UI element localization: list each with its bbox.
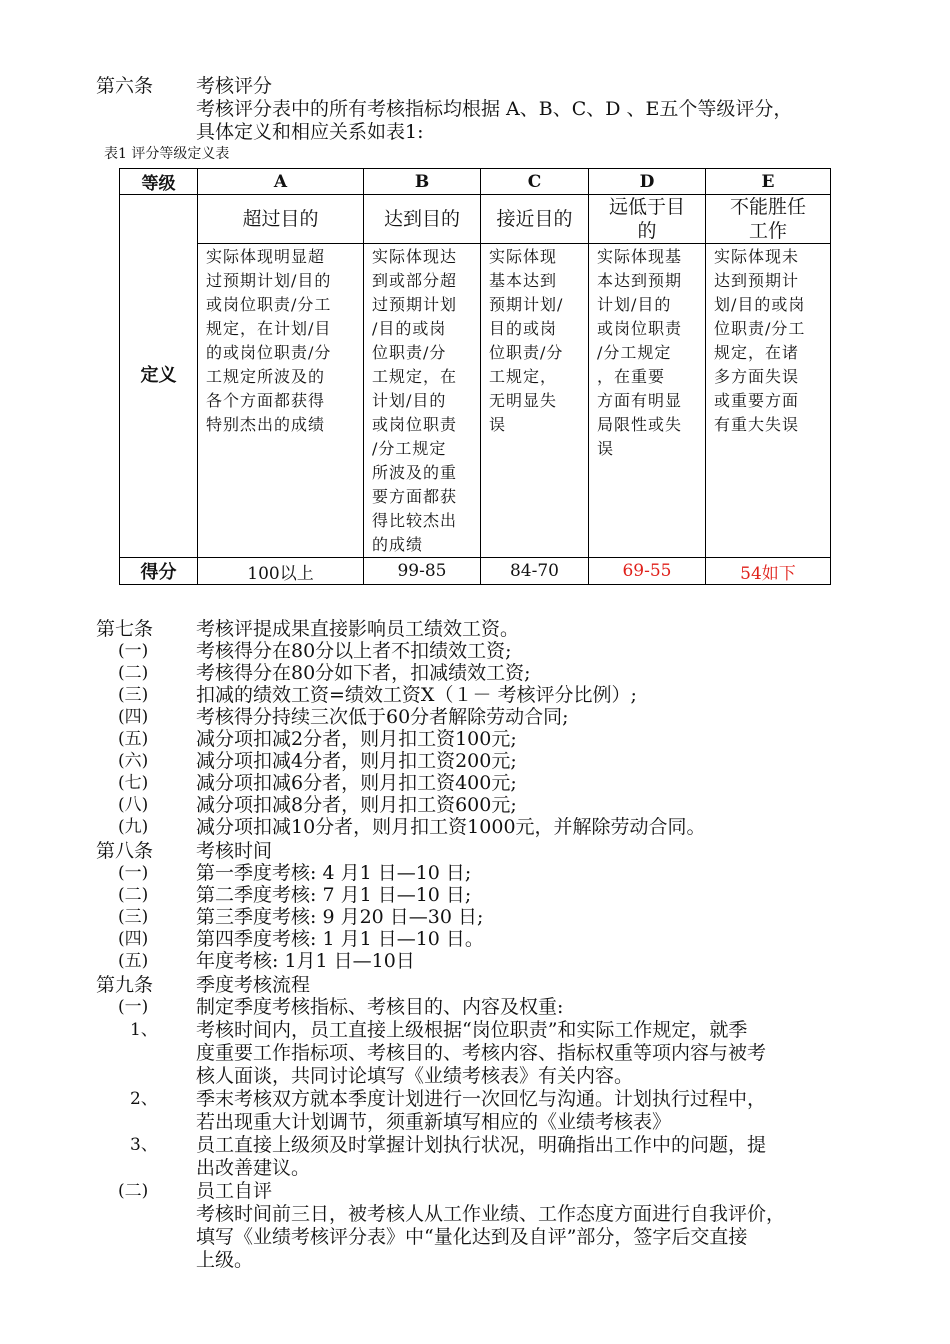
definition-cell-e	[706, 244, 831, 558]
art7-item: 扣减的绩效工资=绩效工资X（１－ 考核评分比例）;	[196, 684, 637, 706]
table-definition-row	[120, 244, 831, 558]
art9-title: 季度考核流程	[196, 974, 311, 996]
definition-line: /分工规定	[597, 343, 672, 362]
definition-line: 无明显失	[489, 391, 558, 410]
definition-line: 或重要方面	[714, 391, 800, 410]
art9-section-title: 制定季度考核指标、考核目的、内容及权重:	[196, 996, 564, 1018]
definition-line: 局限性或失	[597, 415, 683, 434]
point-number: 2、	[130, 1089, 158, 1109]
art7-item: 考核得分在80分以上者不扣绩效工资;	[196, 640, 512, 662]
level-text: 远低于目	[608, 196, 685, 218]
definition-line: 或岗位职责	[372, 415, 458, 434]
item-number: (六)	[118, 751, 149, 771]
score-cell: 69-55	[589, 558, 706, 585]
grade-letter-cell: A	[198, 169, 364, 195]
level-cell	[198, 195, 364, 244]
definition-line: 基本达到	[489, 271, 558, 290]
item-number: (三)	[118, 685, 149, 705]
art7-item: 减分项扣减8分者，则月扣工资600元;	[196, 794, 517, 816]
table-level-row	[120, 195, 831, 244]
definition-line: 到或部分超	[372, 271, 458, 290]
table-score-row	[120, 558, 831, 585]
art7-item: 减分项扣减2分者，则月扣工资100元;	[196, 728, 517, 750]
definition-line: 计划/目的	[372, 391, 447, 410]
level-text: 超过目的	[242, 208, 319, 230]
level-text: 工作	[748, 220, 787, 242]
definition-line: 得比较杰出	[372, 511, 458, 530]
level-cell	[364, 195, 481, 244]
definition-line: 的或岗位职责/分	[206, 343, 332, 362]
art9-section-title: 员工自评	[196, 1180, 273, 1202]
art7-title: 考核评提成果直接影响员工绩效工资。	[196, 618, 520, 640]
art8-item: 第三季度考核: 9 月20 日—30 日;	[196, 906, 484, 928]
table-header-row	[120, 169, 831, 195]
definition-line: 误	[597, 439, 615, 458]
definition-line: 的成绩	[372, 535, 424, 554]
art8-item: 第二季度考核: 7 月1 日—10 日;	[196, 884, 472, 906]
art8-item: 第四季度考核: 1 月1 日—10 日。	[196, 928, 484, 950]
definition-line: /目的或岗	[372, 319, 447, 338]
definition-line: 本达到预期	[597, 271, 683, 290]
grade-definition-table	[119, 168, 831, 585]
art6-heading: 第六条	[96, 75, 154, 97]
definition-line: 过预期计划/目的	[206, 271, 332, 290]
art9-section-line: 考核时间前三日，被考核人从工作业绩、工作态度方面进行自我评价，	[196, 1203, 786, 1225]
level-cell	[481, 195, 589, 244]
definition-line: 过预期计划	[372, 295, 458, 314]
definition-line: /分工规定	[372, 439, 447, 458]
definition-line: 划/目的或岗	[714, 295, 806, 314]
score-label-cell: 得分	[120, 558, 198, 585]
level-text: 达到目的	[383, 208, 460, 230]
grade-letter-cell: C	[481, 169, 589, 195]
definition-line: 实际体现	[489, 247, 558, 266]
score-cell: 54如下	[706, 558, 831, 585]
definition-line: 多方面失误	[714, 367, 800, 386]
art9-section-line: 填写《业绩考核评分表》中“量化达到及自评”部分，签字后交直接	[196, 1226, 748, 1248]
point-number: 1、	[130, 1020, 158, 1040]
definition-line: 实际体现明显超	[206, 247, 326, 266]
score-cell: 99-85	[364, 558, 481, 585]
definition-line: 位职责/分	[372, 343, 447, 362]
art7-item: 减分项扣减10分者，则月扣工资1000元，并解除劳动合同。	[196, 816, 706, 838]
definition-label-cell: 定义	[120, 195, 198, 558]
art8-title: 考核时间	[196, 840, 273, 862]
art9-point-line: 员工直接上级须及时掌握计划执行状况，明确指出工作中的问题，提	[196, 1134, 767, 1156]
definition-line: 工规定，	[489, 367, 558, 386]
art9-point-line: 季末考核双方就本季度计划进行一次回忆与沟通。计划执行过程中，	[196, 1088, 767, 1110]
item-number: (八)	[118, 795, 149, 815]
point-number: 3、	[130, 1135, 158, 1155]
item-number: (四)	[118, 707, 149, 727]
item-number: (五)	[118, 951, 149, 971]
item-number: (四)	[118, 929, 149, 949]
definition-line: 所波及的重	[372, 463, 458, 482]
definition-line: 预期计划/	[489, 295, 564, 314]
item-number: (九)	[118, 817, 149, 837]
definition-line: 规定，在计划/目	[206, 319, 332, 338]
definition-line: 或岗位职责	[597, 319, 683, 338]
section-number: (一)	[118, 997, 149, 1017]
item-number: (五)	[118, 729, 149, 749]
grade-letter-cell: B	[364, 169, 481, 195]
art7-item: 考核得分在80分如下者，扣减绩效工资;	[196, 662, 531, 684]
definition-line: 工规定所波及的	[206, 367, 326, 386]
item-number: (一)	[118, 641, 149, 661]
definition-line: 要方面都获	[372, 487, 458, 506]
art6-line: 考核评分表中的所有考核指标均根据 A、B、C、D 、E五个等级评分，	[196, 98, 793, 120]
level-cell	[706, 195, 831, 244]
level-text: 的	[637, 220, 657, 242]
art7-item: 考核得分持续三次低于60分者解除劳动合同;	[196, 706, 569, 728]
definition-line: 或岗位职责/分工	[206, 295, 332, 314]
definition-line: 各个方面都获得	[206, 391, 326, 410]
art9-point-line: 若出现重大计划调节，须重新填写相应的《业绩考核表》	[196, 1111, 672, 1133]
definition-line: 误	[489, 415, 507, 434]
definition-line: 实际体现未	[714, 247, 800, 266]
level-text: 接近目的	[496, 208, 573, 230]
art6-title: 考核评分	[196, 75, 273, 97]
table-caption: 表1 评分等级定义表	[104, 146, 230, 162]
art9-section-line: 上级。	[196, 1249, 254, 1271]
art9-point-line: 考核时间内，员工直接上级根据“岗位职责”和实际工作规定，就季	[196, 1019, 748, 1041]
art9-heading: 第九条	[96, 974, 154, 996]
definition-line: 有重大失误	[714, 415, 800, 434]
definition-line: 计划/目的	[597, 295, 672, 314]
item-number: (一)	[118, 863, 149, 883]
grade-letter-cell: E	[706, 169, 831, 195]
item-number: (二)	[118, 885, 149, 905]
definition-line: 位职责/分	[489, 343, 564, 362]
definition-cell-a	[198, 244, 364, 558]
item-number: (七)	[118, 773, 149, 793]
art9-point-line: 核人面谈，共同讨论填写《业绩考核表》有关内容。	[196, 1065, 634, 1087]
grade-letter-cell: D	[589, 169, 706, 195]
definition-cell-c	[481, 244, 589, 558]
item-number: (二)	[118, 663, 149, 683]
art8-item: 第一季度考核: 4 月1 日—10 日;	[196, 862, 472, 884]
art9-point-line: 出改善建议。	[196, 1157, 311, 1179]
grade-label-cell: 等级	[120, 169, 198, 195]
art7-item: 减分项扣减4分者，则月扣工资200元;	[196, 750, 517, 772]
level-cell	[589, 195, 706, 244]
score-cell: 84-70	[481, 558, 589, 585]
art8-item: 年度考核: 1月1 日—10日	[196, 950, 415, 972]
definition-line: 实际体现达	[372, 247, 458, 266]
art8-heading: 第八条	[96, 840, 154, 862]
definition-line: 实际体现基	[597, 247, 683, 266]
art7-item: 减分项扣减6分者，则月扣工资400元;	[196, 772, 517, 794]
definition-line: 位职责/分工	[714, 319, 806, 338]
section-number: (二)	[118, 1181, 149, 1201]
definition-line: 工规定，在	[372, 367, 458, 386]
definition-line: ，在重要	[597, 367, 666, 386]
definition-line: 达到预期计	[714, 271, 800, 290]
definition-cell-b	[364, 244, 481, 558]
definition-line: 目的或岗	[489, 319, 558, 338]
definition-line: 规定，在诸	[714, 343, 800, 362]
score-cell: 100以上	[198, 558, 364, 585]
art6-line: 具体定义和相应关系如表1:	[196, 121, 424, 143]
definition-line: 特别杰出的成绩	[206, 415, 326, 434]
art7-heading: 第七条	[96, 618, 154, 640]
definition-line: 方面有明显	[597, 391, 683, 410]
art9-point-line: 度重要工作指标项、考核目的、考核内容、指标权重等项内容与被考	[196, 1042, 767, 1064]
item-number: (三)	[118, 907, 149, 927]
level-text: 不能胜任	[729, 196, 806, 218]
definition-cell-d	[589, 244, 706, 558]
